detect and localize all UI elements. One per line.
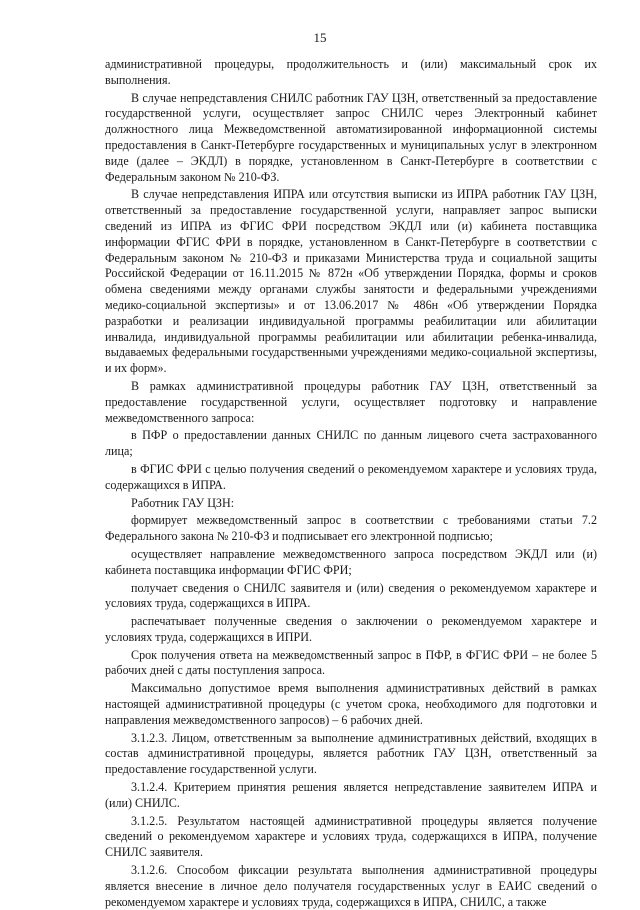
paragraph: 3.1.2.5. Результатом настоящей административной процедуры является получение сведений о рекомендуемом характере и условиях труда, содержащихся в ИПРА, получение СНИЛС заявителя. (105, 813, 597, 860)
body-text (105, 57, 597, 910)
paragraph: 3.1.2.3. Лицом, ответственным за выполнение административных действий, входящих в состав административной процедуры, является работник ГАУ ЦЗН, ответственный за предоставление государственной услуги. (105, 730, 597, 777)
paragraph: Работник ГАУ ЦЗН: (131, 495, 235, 510)
page-number: 15 (313, 30, 327, 45)
paragraph: осуществляет направление межведомственного запроса посредством ЭКДЛ или (и) кабинета поставщика информации ФГИС ФРИ; (105, 546, 597, 577)
paragraph: административной процедуры, продолжительность и (или) максимальный срок их выполнения. (105, 57, 597, 87)
paragraph: Максимально допустимое время выполнения административных действий в рамках настоящей административной процедуры (с учетом срока, необходимого для подготовки и направления межведомственного запросов) – 6 рабочих дней. (105, 681, 597, 727)
paragraph: распечатывает полученные сведения о заключении о рекомендуемом характере и условиях труда, содержащихся в ИПРИ. (105, 614, 597, 644)
paragraph: 3.1.2.4. Критерием принятия решения является непредставление заявителем ИПРА и (или) СНИЛС. (105, 780, 597, 810)
paragraph: Срок получения ответа на межведомственный запрос в ПФР, в ФГИС ФРИ – не более 5 рабочих дней с даты поступления запроса. (105, 647, 597, 678)
paragraph: В рамках административной процедуры работник ГАУ ЦЗН, ответственный за предоставление государственной услуги, осуществляет подготовку и направление межведомственного запроса: (105, 378, 597, 425)
paragraph: получает сведения о СНИЛС заявителя и (или) сведения о рекомендуемом характере и условиях труда, содержащихся в ИПРА. (105, 580, 597, 611)
paragraph: в ФГИС ФРИ с целью получения сведений о рекомендуемом характере и условиях труда, содержащихся в ИПРА. (105, 461, 597, 492)
paragraph: формирует межведомственный запрос в соответствии с требованиями статьи 7.2 Федерального закона № 210-ФЗ и подписывает его электронной подписью; (105, 513, 597, 544)
paragraph: В случае непредставления СНИЛС работник ГАУ ЦЗН, ответственный за предоставление государственной услуги, осуществляет запрос СНИЛС через Электронный кабинет должностного лица Межведомственной автоматизированной информационной системы предоставления в Санкт-Петербурге государственных и муниципальных услуг в электронном виде (далее – ЭКДЛ) в порядке, установленном в Санкт-Петербурге в соответствии с Федеральным законом № 210-ФЗ. (105, 90, 597, 184)
paragraph: 3.1.2.6. Способом фиксации результата выполнения административной процедуры является внесение в личное дело получателя государственных услуг в ЕАИС сведений о рекомендуемом характере и условиях труда, содержащихся в ИПРА, СНИЛС, а также (105, 863, 597, 909)
paragraph: В случае непредставления ИПРА или отсутствия выписки из ИПРА работник ГАУ ЦЗН, ответственный за предоставление государственной услуги, направляет запрос выписки сведений из ИПРА из ФГИС ФРИ посредством ЭКДЛ или (и) кабинета поставщика информации ФГИС ФРИ в порядке, установленном в Санкт-Петербурге в соответствии с Федеральным законом № 210-ФЗ и приказами Министерства труда и социальной защиты Российской Федерации от 16.11.2015 № 872н «Об утверждении Порядка, формы и сроков обмена сведениями между органами службы занятости и федеральными учреждениями медико-социальной экспертизы» и от 13.06.2017 № 486н «Об утверждении Порядка разработки и реализации индивидуальной программы реабилитации или абилитации инвалида, индивидуальной программы реабилитации или абилитации ребенка-инвалида, выдаваемых федеральными государственными учреждениями медико-социальной экспертизы, и их форм». (105, 187, 597, 376)
paragraph: в ПФР о предоставлении данных СНИЛС по данным лицевого счета застрахованного лица; (105, 428, 597, 459)
